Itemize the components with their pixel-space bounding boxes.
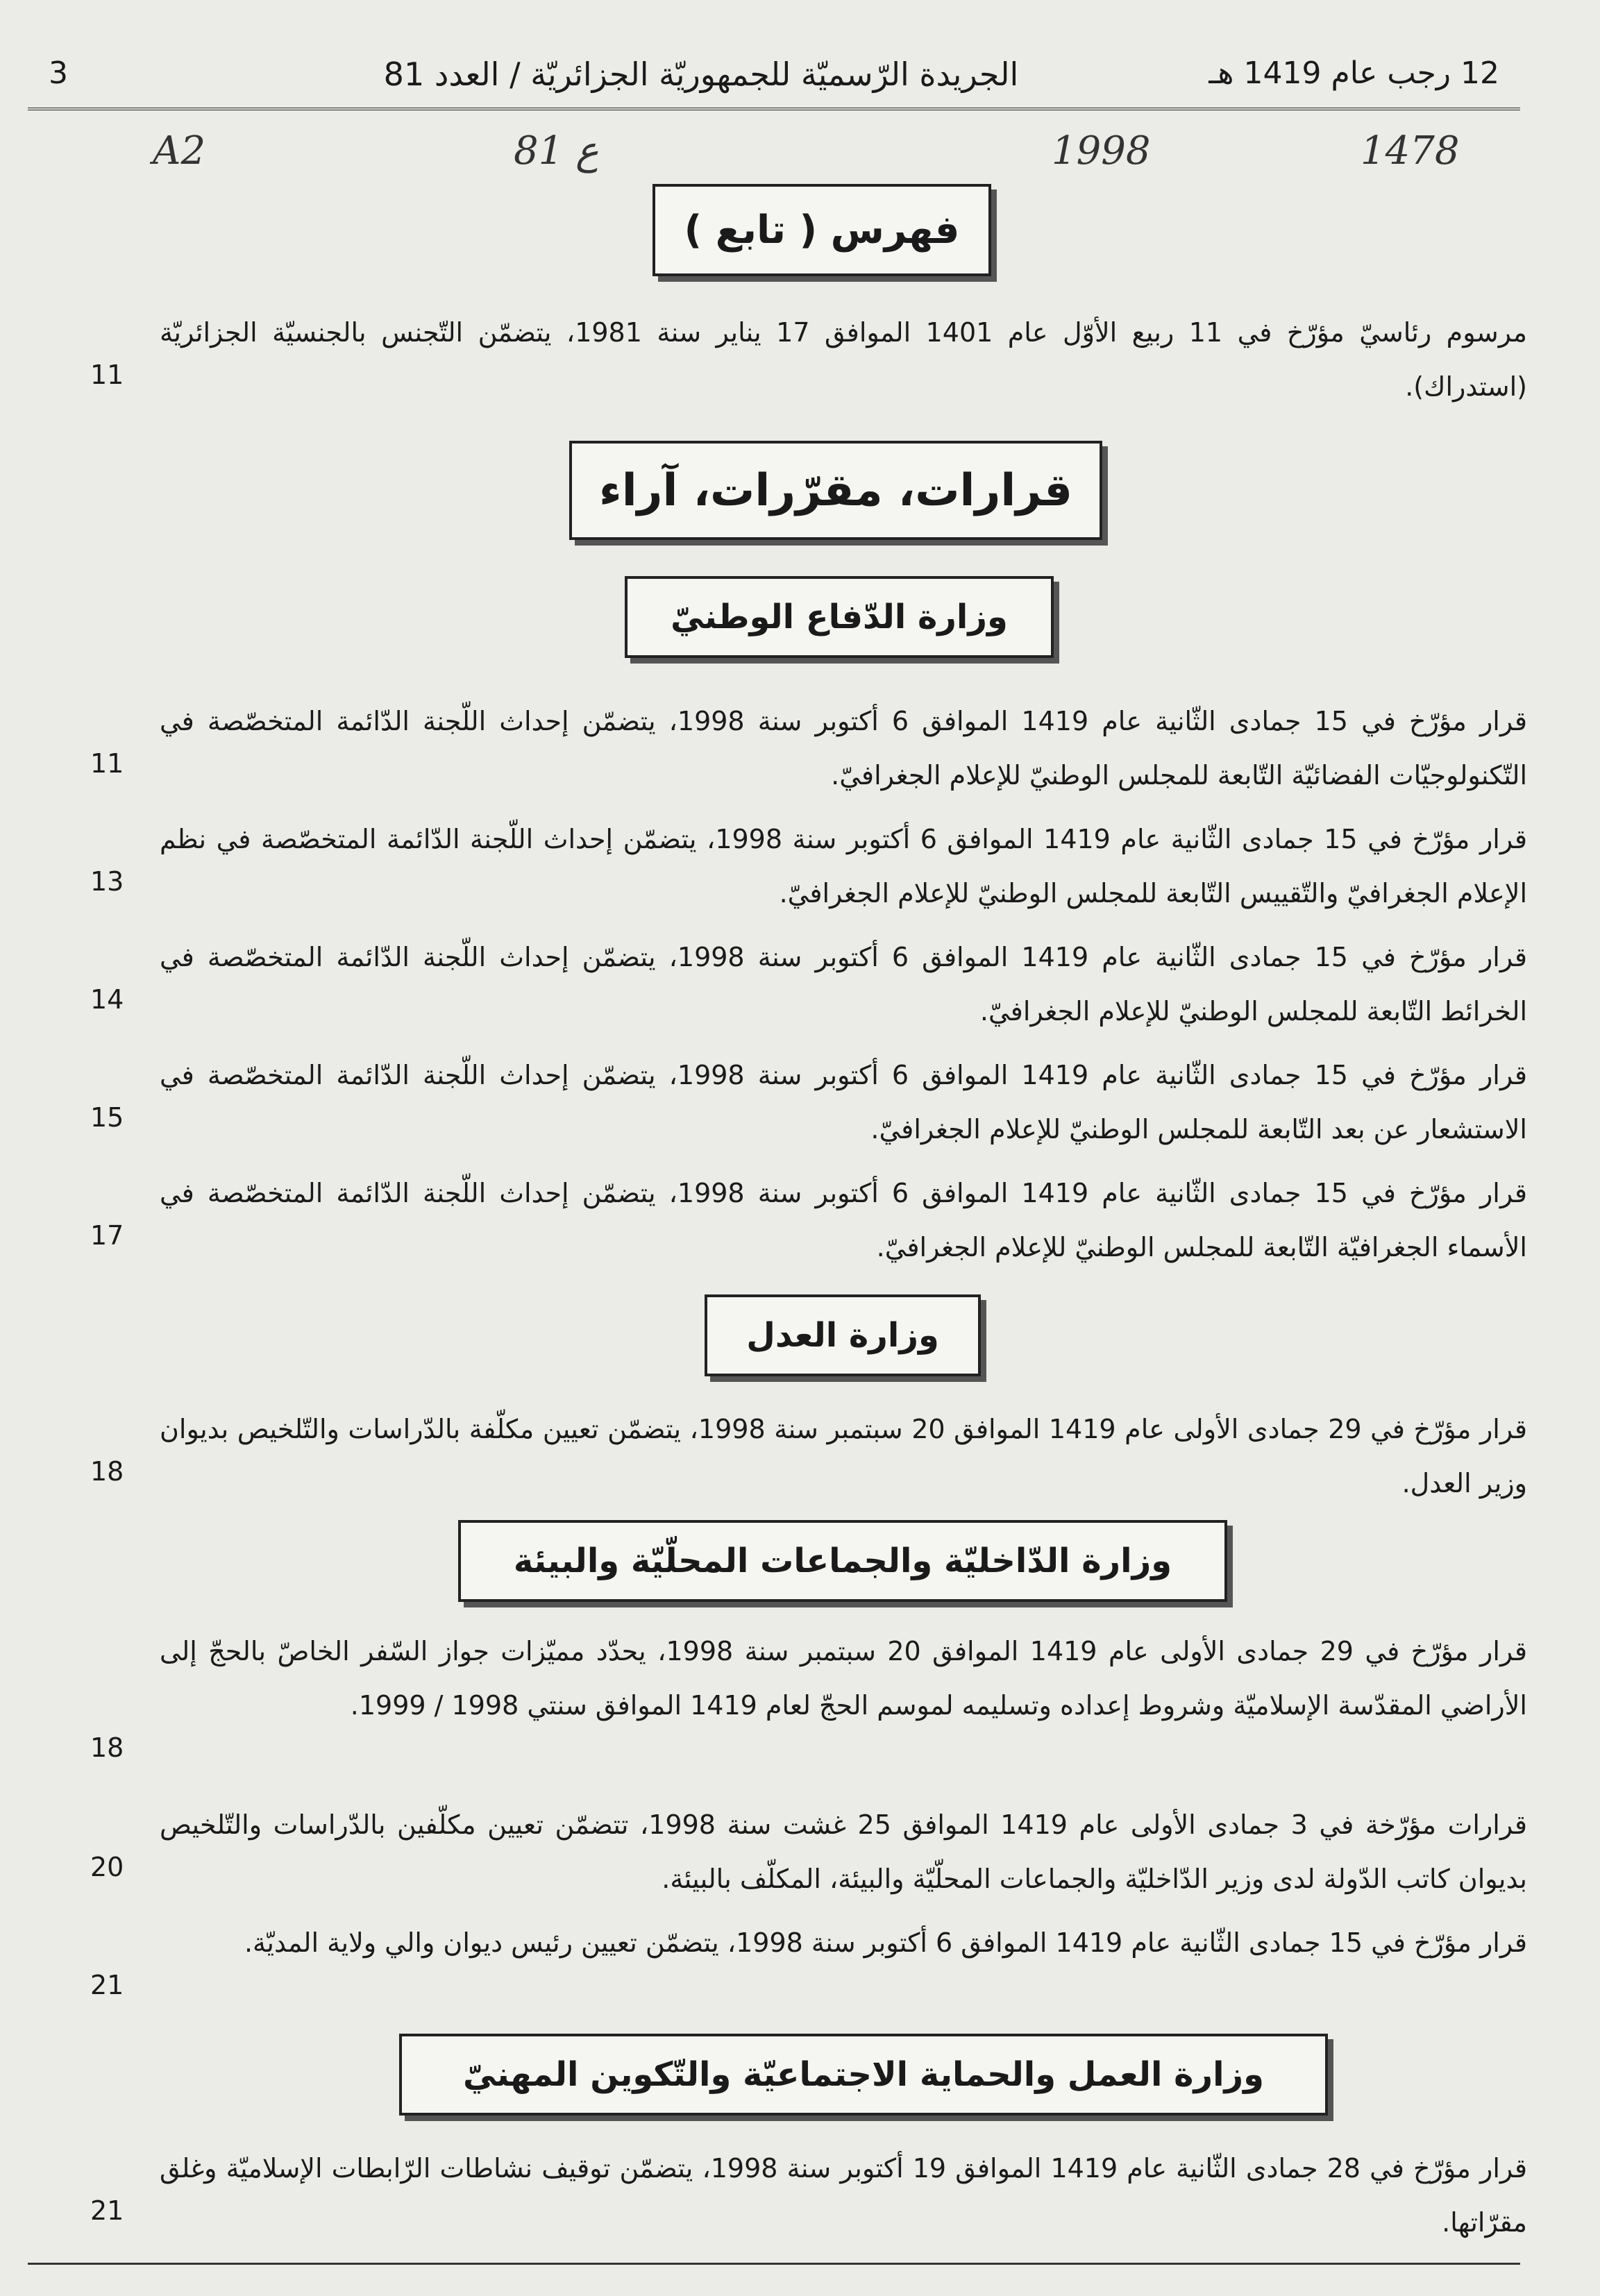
toc-entry[interactable]	[83, 1798, 1527, 1906]
header-title: الجريدة الرّسميّة للجمهوريّة الجزائريّة / العدد 81	[383, 56, 1019, 93]
bottom-rule	[28, 2263, 1520, 2265]
section-heading-interior: وزارة الدّاخليّة والجماعات المحلّيّة والبيئة	[458, 1520, 1227, 1602]
entry-page: 14	[90, 984, 124, 1015]
entry-text: قرار مؤرّخ في 15 جمادى الثّانية عام 1419 الموافق 6 أكتوبر سنة 1998، يتضمّن إحداث اللّجنة الدّائمة المتخصّصة في التّكنولوجيّات الفضائيّة التّابعة للمجلس الوطنيّ للإعلام الجغرافيّ.	[160, 706, 1527, 791]
entry-page: 11	[90, 360, 124, 390]
entry-page: 13	[90, 866, 124, 897]
entry-text: قرار مؤرّخ في 28 جمادى الثّانية عام 1419 الموافق 19 أكتوبر سنة 1998، يتضمّن توقيف نشاطات الرّابطات الإسلاميّة وغلق مقرّاتها.	[160, 2153, 1528, 2238]
section-heading-justice: وزارة العدل	[705, 1294, 981, 1376]
entry-text: قرارات مؤرّخة في 3 جمادى الأولى عام 1419 الموافق 25 غشت سنة 1998، تتضمّن تعيين مكلّفين بالدّراسات والتّلخيص بديوان كاتب الدّولة لدى وزير الدّاخليّة والجماعات المحلّيّة والبيئة، المكلّف بالبيئة.	[160, 1809, 1527, 1894]
stamp-issue: 81 ع	[514, 128, 599, 174]
header-page-number: 3	[49, 56, 68, 91]
stamp-year: 1998	[1052, 128, 1151, 174]
entry-text: قرار مؤرّخ في 15 جمادى الثّانية عام 1419 الموافق 6 أكتوبر سنة 1998، يتضمّن تعيين رئيس ديوان والي ولاية المديّة.	[244, 1927, 1527, 1958]
toc-entry[interactable]	[83, 1048, 1527, 1156]
entry-text: مرسوم رئاسيّ مؤرّخ في 11 ربيع الأوّل عام 1401 الموافق 17 يناير سنة 1981، يتضمّن التّجنس بالجنسيّة الجزائريّة (استدراك).	[160, 317, 1527, 402]
entry-page: 20	[90, 1852, 124, 1882]
entry-text: قرار مؤرّخ في 15 جمادى الثّانية عام 1419 الموافق 6 أكتوبر سنة 1998، يتضمّن إحداث اللّجنة الدّائمة المتخصّصة في الأسماء الجغرافيّة التّابعة للمجلس الوطنيّ للإعلام الجغرافيّ.	[160, 1178, 1527, 1263]
section-heading-labor: وزارة العمل والحماية الاجتماعيّة والتّكوين المهنيّ	[399, 2034, 1328, 2116]
toc-entry[interactable]	[83, 694, 1527, 802]
section-heading-decisions: قرارات، مقرّرات، آراء	[569, 441, 1102, 540]
toc-entry[interactable]	[83, 1624, 1528, 1763]
toc-entry[interactable]	[83, 305, 1527, 414]
entry-page: 21	[90, 2195, 124, 2226]
entry-page: 21	[90, 1970, 124, 2000]
toc-title: فهرس ( تابع )	[652, 184, 991, 276]
entry-text: قرار مؤرّخ في 15 جمادى الثّانية عام 1419 الموافق 6 أكتوبر سنة 1998، يتضمّن إحداث اللّجنة الدّائمة المتخصّصة في الاستشعار عن بعد التّابعة للمجلس الوطنيّ للإعلام الجغرافيّ.	[160, 1060, 1527, 1145]
entry-text: قرار مؤرّخ في 15 جمادى الثّانية عام 1419 الموافق 6 أكتوبر سنة 1998، يتضمّن إحداث اللّجنة الدّائمة المتخصّصة في نظم الإعلام الجغرافيّ والتّقييس التّابعة للمجلس الوطنيّ للإعلام الجغرافيّ.	[160, 824, 1527, 909]
section-heading-defense: وزارة الدّفاع الوطنيّ	[625, 576, 1054, 658]
entry-text: قرار مؤرّخ في 29 جمادى الأولى عام 1419 الموافق 20 سبتمبر سنة 1998، يتضمّن تعيين مكلّفة بالدّراسات والتّلخيص بديوان وزير العدل.	[160, 1414, 1527, 1499]
header-date: 12 رجب عام 1419 هـ	[1209, 56, 1499, 91]
toc-entry[interactable]	[83, 1916, 1527, 2000]
toc-entry[interactable]	[83, 1166, 1527, 1274]
entry-page: 18	[90, 1456, 124, 1487]
entry-page: 15	[90, 1102, 124, 1133]
toc-entry[interactable]	[83, 1402, 1527, 1510]
toc-entry[interactable]	[83, 2141, 1527, 2249]
page-header	[28, 42, 1520, 110]
toc-entry[interactable]	[83, 930, 1527, 1038]
stamp-code: 1478	[1361, 128, 1460, 174]
entry-text: قرار مؤرّخ في 15 جمادى الثّانية عام 1419 الموافق 6 أكتوبر سنة 1998، يتضمّن إحداث اللّجنة الدّائمة المتخصّصة في الخرائط التّابعة للمجلس الوطنيّ للإعلام الجغرافيّ.	[160, 942, 1527, 1027]
stamp-a2: A2	[153, 128, 206, 174]
entry-text: قرار مؤرّخ في 29 جمادى الأولى عام 1419 الموافق 20 سبتمبر سنة 1998، يحدّد مميّزات جواز السّفر الخاصّ بالحجّ إلى الأراضي المقدّسة الإسلاميّة وشروط إعداده وتسليمه لموسم الحجّ لعام 1419 الموافق سنتي 1998 / 1999.	[160, 1636, 1528, 1721]
toc-entry[interactable]	[83, 812, 1527, 920]
entry-page: 18	[90, 1732, 124, 1763]
entry-page: 17	[90, 1220, 124, 1251]
entry-page: 11	[90, 748, 124, 779]
